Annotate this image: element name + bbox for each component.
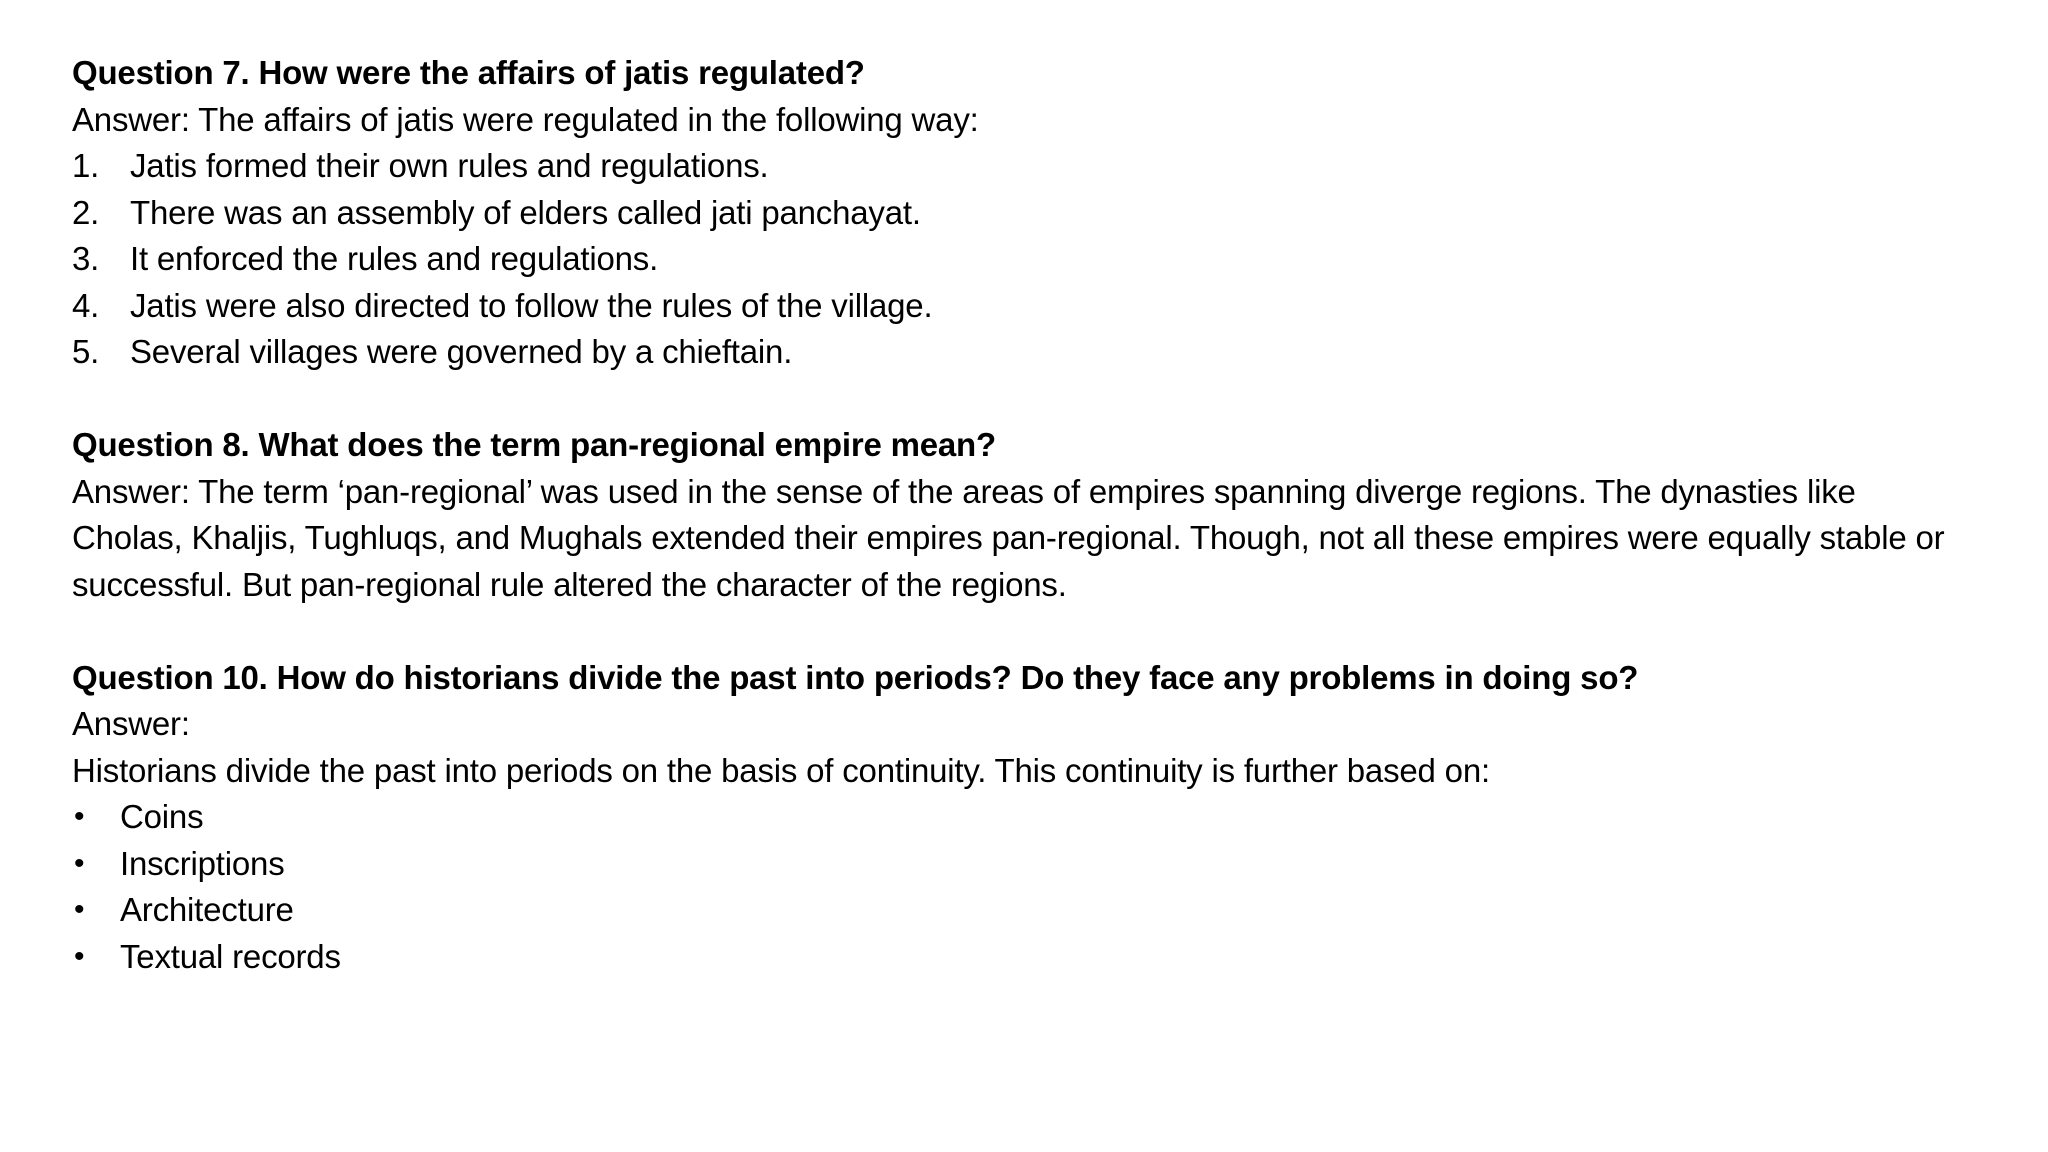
list-item <box>72 283 1972 330</box>
question-7-answer-intro: Answer: The affairs of jatis were regulated in the following way: <box>72 100 979 138</box>
list-item <box>72 190 1972 237</box>
bullet-icon: • <box>74 939 85 973</box>
question-8-block <box>72 422 1972 608</box>
list-item-text: Jatis were also directed to follow the rules of the village. <box>130 286 933 324</box>
list-item-text: There was an assembly of elders called jati panchayat. <box>130 193 921 231</box>
spacer <box>72 608 1972 655</box>
question-10-heading: Question 10. How do historians divide the past into periods? Do they face any problems in doing so? <box>72 658 1639 696</box>
question-8-answer: Answer: The term ‘pan-regional’ was used in the sense of the areas of empires spanning diverge regions. The dynasties like Cholas, Khaljis, Tughluqs, and Mughals extended their empires pan-regional. Though, not all these empires were equally stable or successful. But pan-regional rule altered the character of the regions. <box>72 472 1945 603</box>
question-8-heading: Question 8. What does the term pan-regional empire mean? <box>72 426 996 463</box>
list-item-number: 5. <box>72 333 100 370</box>
bullet-icon: • <box>74 893 85 926</box>
list-item-number: 4. <box>72 286 100 324</box>
question-10-bullet-list <box>72 794 1972 980</box>
list-item-number: 2. <box>72 193 100 231</box>
list-item-text: Architecture <box>120 891 294 928</box>
question-10-block <box>72 655 1972 981</box>
list-item-text: Several villages were governed by a chieftain. <box>130 333 793 370</box>
list-item <box>72 236 1972 283</box>
question-7-heading: Question 7. How were the affairs of jatis regulated? <box>72 54 865 91</box>
list-item <box>72 143 1972 190</box>
list-item-text: Inscriptions <box>120 844 285 882</box>
question-7-numbered-list <box>72 143 1972 376</box>
list-item <box>72 841 1972 888</box>
list-item-text: Jatis formed their own rules and regulations. <box>130 147 769 184</box>
list-item <box>72 887 1972 934</box>
list-item-number: 3. <box>72 240 100 277</box>
slide-content <box>72 50 1972 980</box>
list-item-number: 1. <box>72 147 100 184</box>
spacer <box>72 376 1972 423</box>
bullet-icon: • <box>74 800 85 833</box>
list-item-text: Textual records <box>120 937 341 975</box>
list-item <box>72 934 1972 981</box>
question-10-answer-text: Historians divide the past into periods on the basis of continuity. This continuity is further based on: <box>72 751 1490 789</box>
question-10-answer-label: Answer: <box>72 705 190 742</box>
list-item <box>72 329 1972 376</box>
list-item-text: Coins <box>120 798 204 835</box>
question-7-block <box>72 50 1972 376</box>
bullet-icon: • <box>74 846 85 880</box>
list-item <box>72 794 1972 841</box>
list-item-text: It enforced the rules and regulations. <box>130 240 659 277</box>
